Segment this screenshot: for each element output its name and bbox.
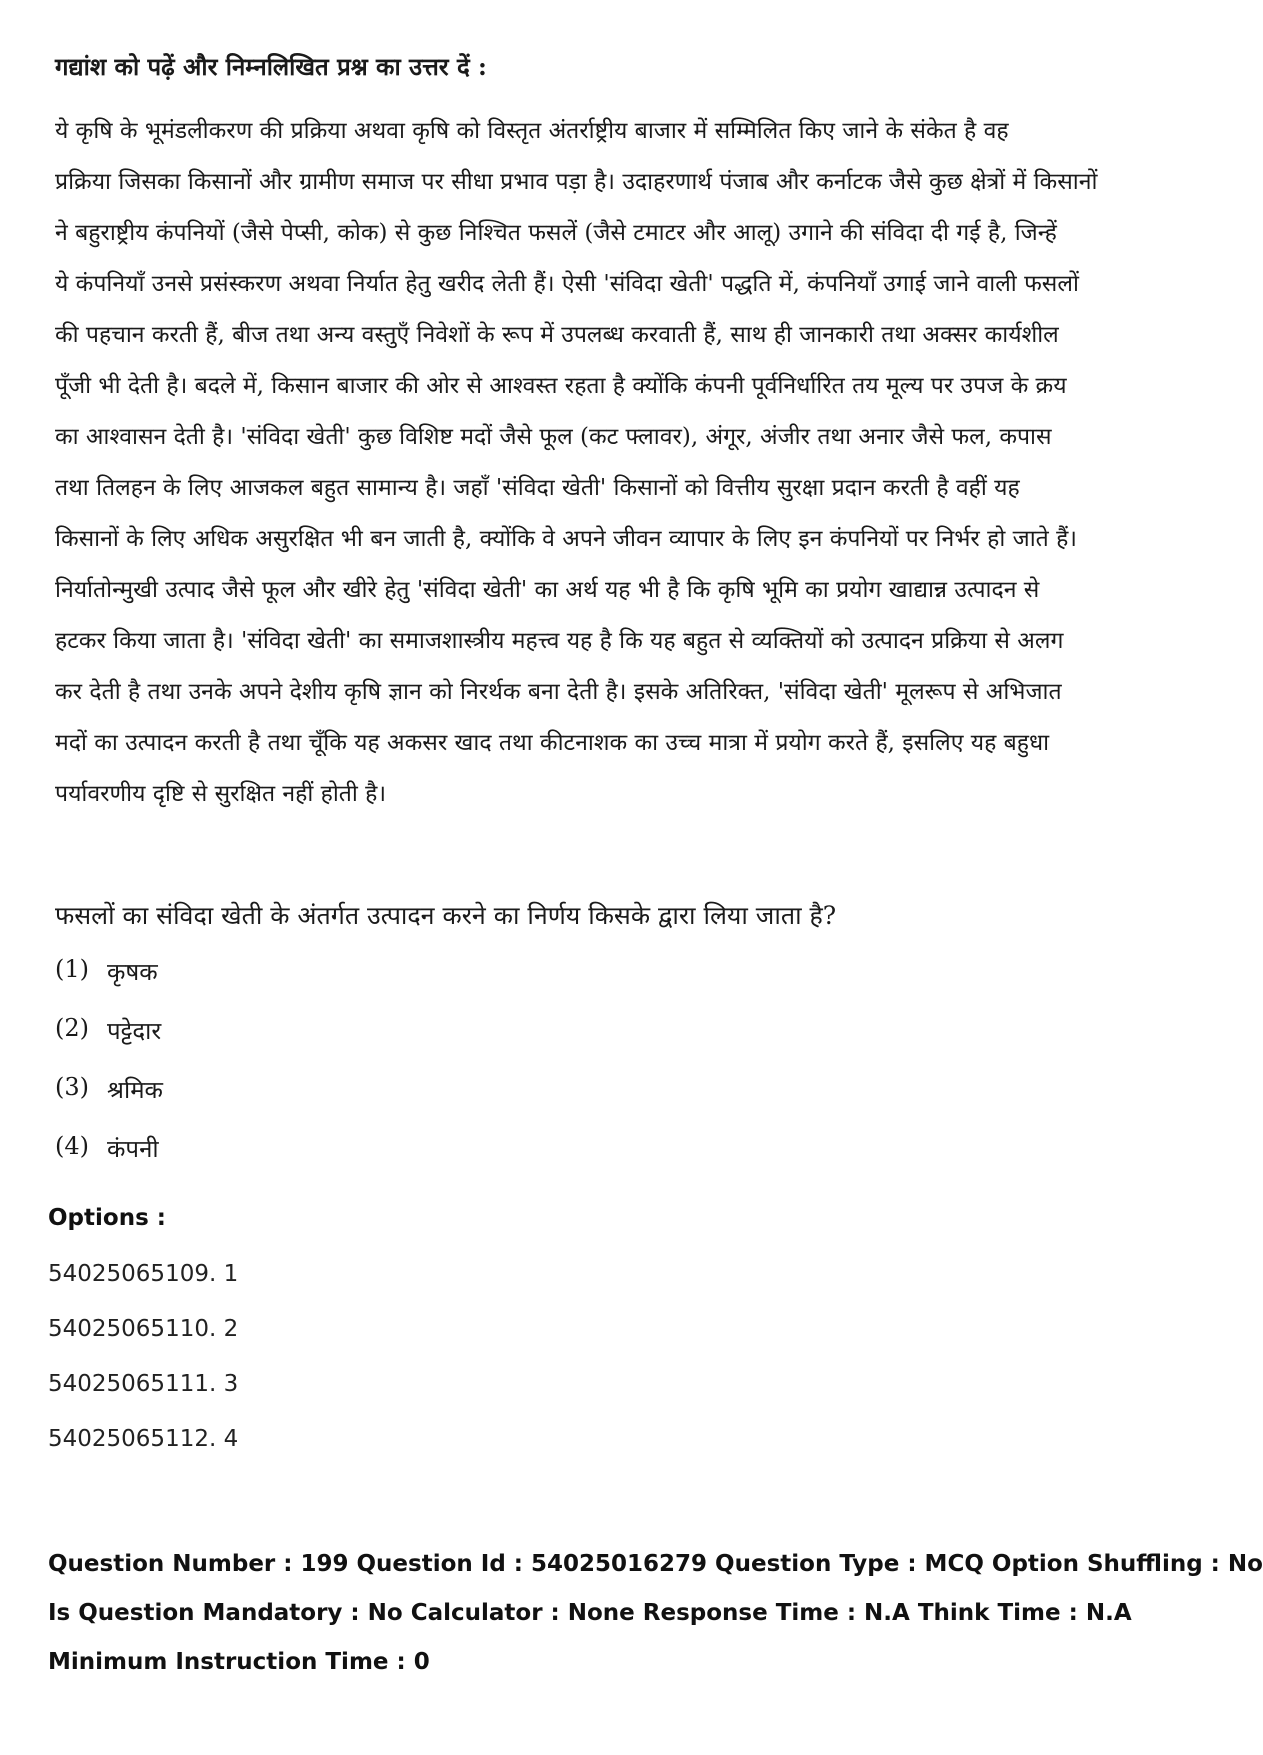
choice-text: कंपनी [107,1135,159,1163]
option-id: 54025065111. 3 [48,1371,239,1397]
choice-number: (1) [55,955,89,983]
option-id: 54025065112. 4 [48,1426,239,1452]
answer-choice [55,1014,163,1073]
choice-number: (2) [55,1014,89,1042]
passage-line: तथा तिलहन के लिए आजकल बहुत सामान्य है। जहाँ 'संविदा खेती' किसानों को वित्तीय सुरक्षा प्रदान करती है वहीं यह [55,475,1020,501]
option-id: 54025065109. 1 [48,1261,239,1287]
question-text: फसलों का संविदा खेती के अंतर्गत उत्पादन करने का निर्णय किसके द्वारा लिया जाता है? [55,901,837,930]
choice-text: कृषक [107,958,158,986]
passage-line: पर्यावरणीय दृष्टि से सुरक्षित नहीं होती है। [55,781,387,807]
passage-heading: गद्यांश को पढ़ें और निम्नलिखित प्रश्न का उत्तर दें : [55,52,487,81]
passage-line: की पहचान करती हैं, बीज तथा अन्य वस्तुएँ निवेशों के रूप में उपलब्ध करवाती हैं, साथ ही जानकारी तथा अक्सर कार्यशील [55,322,1059,348]
answer-choice [55,955,163,1014]
passage-line: ने बहुराष्ट्रीय कंपनियों (जैसे पेप्सी, कोक) से कुछ निश्चित फसलें (जैसे टमाटर और आलू) उगाने की संविदा दी गई है, जिन्हें [55,220,1057,246]
choice-text: पट्टेदार [107,1017,162,1045]
answer-choices [55,955,163,1191]
passage-line: का आश्वासन देती है। 'संविदा खेती' कुछ विशिष्ट मदों जैसे फूल (कट फ्लावर), अंगूर, अंजीर तथा अनार जैसे फल, कपास [55,424,1052,450]
passage-line: मदों का उत्पादन करती है तथा चूँकि यह अकसर खाद तथा कीटनाशक का उच्च मात्रा में प्रयोग करते हैं, इसलिए यह बहुधा [55,730,1050,756]
metadata-line: Question Number : 199 Question Id : 54025016279 Question Type : MCQ Option Shuffling : No [48,1551,1263,1577]
passage-line: ये कंपनियाँ उनसे प्रसंस्करण अथवा निर्यात हेतु खरीद लेती हैं। ऐसी 'संविदा खेती' पद्धति में, कंपनियाँ उगाई जाने वाली फसलों [55,271,1079,297]
passage-line: ये कृषि के भूमंडलीकरण की प्रक्रिया अथवा कृषि को विस्तृत अंतर्राष्ट्रीय बाजार में सम्मिलित किए जाने के संकेत है वह [55,118,1009,144]
option-id: 54025065110. 2 [48,1316,239,1342]
passage-line: पूँजी भी देती है। बदले में, किसान बाजार की ओर से आश्वस्त रहता है क्योंकि कंपनी पूर्वनिर्धारित तय मूल्य पर उपज के क्रय [55,373,1067,399]
choice-text: श्रमिक [107,1076,163,1104]
passage-line: कर देती है तथा उनके अपने देशीय कृषि ज्ञान को निरर्थक बना देती है। इसके अतिरिक्त, 'संविदा खेती' मूलरूप से अभिजात [55,679,1062,705]
choice-number: (3) [55,1073,89,1101]
passage-line: किसानों के लिए अधिक असुरक्षित भी बन जाती है, क्योंकि वे अपने जीवन व्यापार के लिए इन कंपनियों पर निर्भर हो जाते हैं। [55,526,1078,552]
question-metadata [48,1540,1263,1687]
option-id-list [48,1259,238,1479]
metadata-line: Is Question Mandatory : No Calculator : None Response Time : N.A Think Time : N.A [48,1600,1132,1626]
answer-choice [55,1073,163,1132]
passage-line: निर्यातोन्मुखी उत्पाद जैसे फूल और खीरे हेतु 'संविदा खेती' का अर्थ यह भी है कि कृषि भूमि का प्रयोग खाद्यान्न उत्पादन से [55,577,1040,603]
metadata-line: Minimum Instruction Time : 0 [48,1649,430,1675]
options-label: Options : [48,1205,166,1231]
passage-text [55,106,1098,820]
answer-choice [55,1132,163,1191]
passage-line: प्रक्रिया जिसका किसानों और ग्रामीण समाज पर सीधा प्रभाव पड़ा है। उदाहरणार्थ पंजाब और कर्नाटक जैसे कुछ क्षेत्रों में किसानों [55,169,1098,195]
choice-number: (4) [55,1132,89,1160]
passage-line: हटकर किया जाता है। 'संविदा खेती' का समाजशास्त्रीय महत्त्व यह है कि यह बहुत से व्यक्तियों को उत्पादन प्रक्रिया से अलग [55,628,1064,654]
